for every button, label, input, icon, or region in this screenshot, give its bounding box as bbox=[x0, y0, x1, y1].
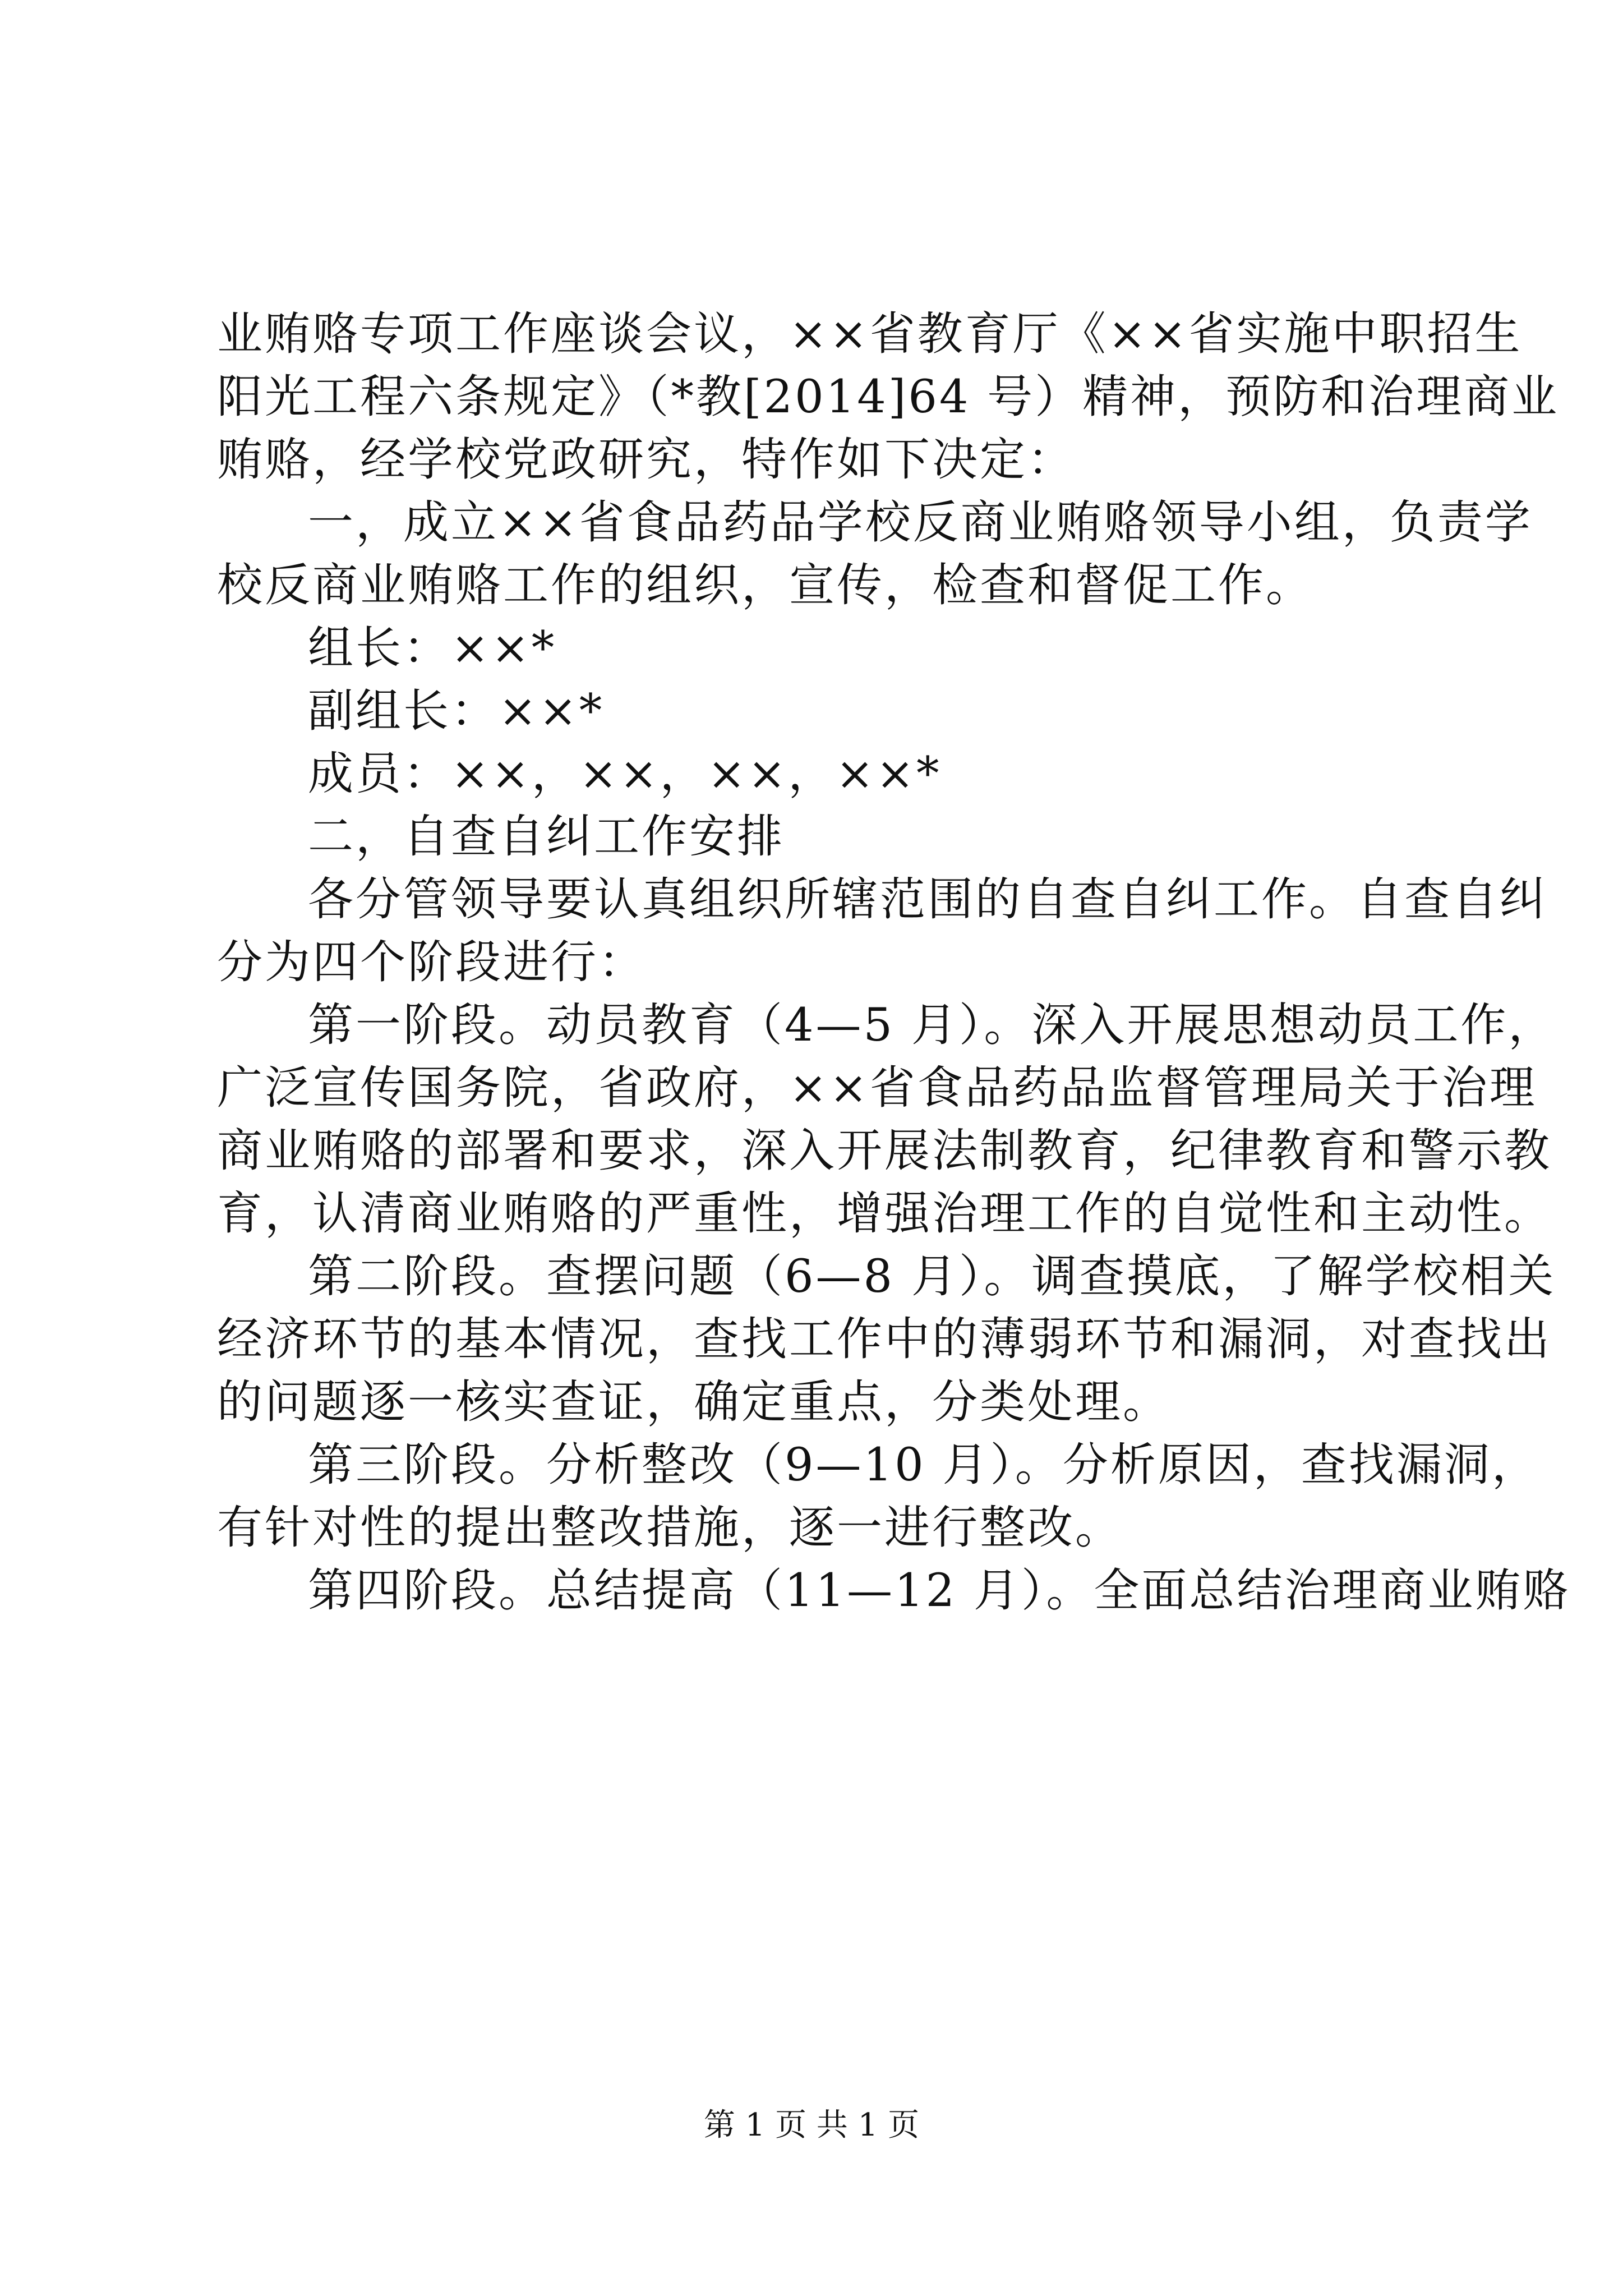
text-line: 的问题逐一核实查证，确定重点，分类处理。 bbox=[217, 1376, 1171, 1429]
text-line: 第一阶段。动员教育（4—5 月）。深入开展思想动员工作， bbox=[308, 999, 1556, 1052]
text-line: 业贿赂专项工作座谈会议，××省教育厅《××省实施中职招生 bbox=[217, 308, 1523, 361]
document-body bbox=[217, 303, 1571, 1622]
text-line: 经济环节的基本情况，查找工作中的薄弱环节和漏洞，对查找出 bbox=[217, 1313, 1552, 1366]
text-line: 第三阶段。分析整改（9—10 月）。分析原因，查找漏洞， bbox=[308, 1439, 1539, 1492]
text-line: 各分管领导要认真组织所辖范围的自查自纠工作。自查自纠 bbox=[308, 873, 1548, 926]
text-line: 二，自查自纠工作安排 bbox=[308, 811, 785, 863]
text-line: 成员：××，××，××，××* bbox=[308, 748, 942, 800]
text-line: 分为四个阶段进行： bbox=[217, 936, 647, 989]
text-line: 贿赂，经学校党政研究，特作如下决定： bbox=[217, 434, 1076, 486]
text-line: 一，成立××省食品药品学校反商业贿赂领导小组，负责学 bbox=[308, 496, 1533, 549]
text-line: 校反商业贿赂工作的组织，宣传，检查和督促工作。 bbox=[217, 559, 1314, 612]
text-line: 组长：××* bbox=[308, 622, 557, 675]
text-line: 第四阶段。总结提高（11—12 月）。全面总结治理商业贿赂 bbox=[308, 1565, 1571, 1617]
text-line: 有针对性的提出整改措施，逐一进行整改。 bbox=[217, 1502, 1123, 1554]
text-line: 阳光工程六条规定》（*教[2014]64 号）精神，预防和治理商业 bbox=[217, 371, 1560, 424]
text-line: 副组长：××* bbox=[308, 685, 605, 738]
text-line: 广泛宣传国务院，省政府，××省食品药品监督管理局关于治理 bbox=[217, 1062, 1537, 1115]
text-line: 商业贿赂的部署和要求，深入开展法制教育，纪律教育和警示教 bbox=[217, 1125, 1552, 1177]
text-line: 第二阶段。查摆问题（6—8 月）。调查摸底，了解学校相关 bbox=[308, 1250, 1556, 1303]
page-footer bbox=[0, 2106, 1623, 2145]
page-number-label: 第 1 页 共 1 页 bbox=[703, 2107, 920, 2143]
text-line: 育，认清商业贿赂的严重性，增强治理工作的自觉性和主动性。 bbox=[217, 1188, 1552, 1240]
